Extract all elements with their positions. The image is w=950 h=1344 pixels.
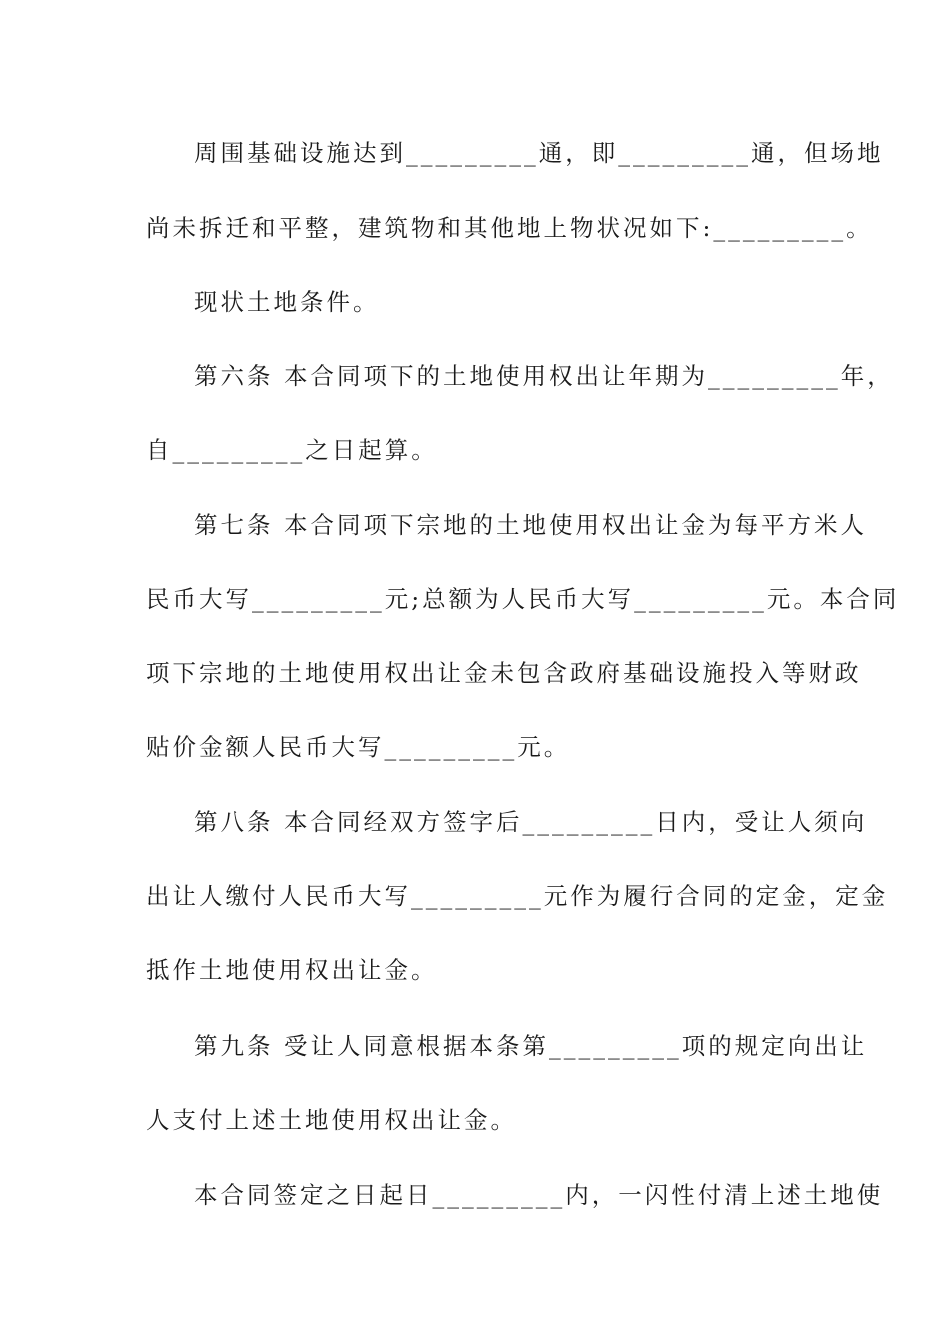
text-line-11: 出让人缴付人民币大写_________元作为履行合同的定金，定金 — [146, 882, 889, 910]
text-line-2: 尚未拆迁和平整，建筑物和其他地上物状况如下:_________。 — [146, 214, 873, 242]
text-line-14: 人支付上述土地使用权出让金。 — [146, 1106, 517, 1134]
text-line-13: 第九条 受让人同意根据本条第_________项的规定向出让 — [194, 1032, 868, 1060]
text-line-7: 民币大写_________元;总额为人民币大写_________元。本合同 — [146, 585, 900, 613]
text-line-3: 现状土地条件。 — [194, 288, 380, 316]
text-line-12: 抵作土地使用权出让金。 — [146, 956, 438, 984]
text-line-8: 项下宗地的土地使用权出让金未包含政府基础设施投入等财政 — [146, 659, 862, 687]
text-line-1: 周围基础设施达到_________通，即_________通，但场地 — [194, 139, 884, 167]
text-line-5: 自_________之日起算。 — [146, 436, 438, 464]
text-line-15: 本合同签定之日起日_________内，一闪性付清上述土地使 — [194, 1181, 884, 1209]
text-line-6: 第七条 本合同项下宗地的土地使用权出让金为每平方米人 — [194, 511, 867, 539]
text-line-9: 贴价金额人民币大写_________元。 — [146, 733, 571, 761]
text-line-10: 第八条 本合同经双方签字后_________日内，受让人须向 — [194, 808, 868, 836]
text-line-4: 第六条 本合同项下的土地使用权出让年期为_________年， — [194, 362, 894, 390]
